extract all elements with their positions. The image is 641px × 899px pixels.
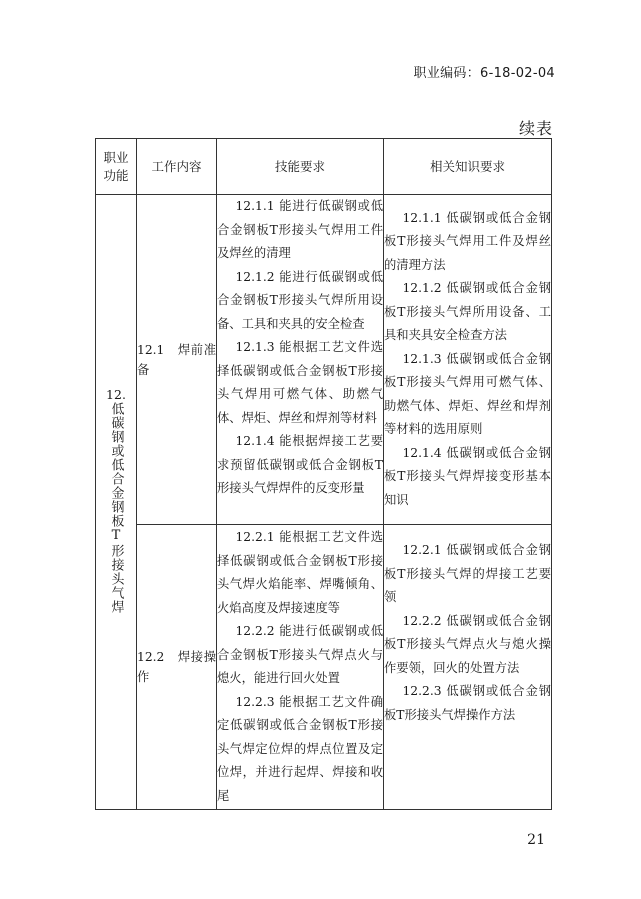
table-row xyxy=(96,195,552,525)
skill-requirements-cell xyxy=(217,525,384,810)
skill-standard-table xyxy=(95,138,552,810)
page-number: 21 xyxy=(527,832,545,848)
knowledge-item: 12.1.4 低碳钢或低合金钢板T形接头气焊焊接变形基本知识 xyxy=(384,445,551,507)
skill-item: 12.2.2 能进行低碳钢或低合金钢板T形接头气焊点火与熄火，能进行回火处置 xyxy=(217,624,383,685)
knowledge-item: 12.1.1 低碳钢或低合金钢板T形接头气焊用工件及焊丝的清理方法 xyxy=(384,210,551,272)
table-row xyxy=(96,525,552,810)
work-content-cell xyxy=(137,195,217,525)
skill-item: 12.1.1 能进行低碳钢或低合金钢板T形接头气焊用工件及焊丝的清理 xyxy=(217,199,383,260)
skill-item: 12.2.1 能根据工艺文件选择低碳钢或低合金钢板T形接头气焊火焰能率、焊嘴倾角、火焰高度及焊接速度等 xyxy=(217,530,383,615)
skill-item: 12.1.2 能进行低碳钢或低合金钢板T形接头气焊所用设备、工具和夹具的安全检查 xyxy=(217,269,383,331)
col-header-knowledge: 相关知识要求 xyxy=(384,139,552,195)
col-header-content: 工作内容 xyxy=(137,139,217,195)
occupation-function-cell xyxy=(96,195,137,810)
header-row xyxy=(96,139,552,195)
knowledge-item: 12.1.2 低碳钢或低合金钢板T形接头气焊所用设备、工具和夹具安全检查方法 xyxy=(384,281,551,343)
continued-label: 续表 xyxy=(518,119,553,138)
skill-item: 12.2.3 能根据工艺文件确定低碳钢或低合金钢板T形接头气焊定位焊的焊点位置及定位焊，并进行起焊、焊接和收尾 xyxy=(217,694,383,803)
knowledge-item: 12.2.1 低碳钢或低合金钢板T形接头气焊的焊接工艺要领 xyxy=(384,543,551,604)
knowledge-item: 12.2.3 低碳钢或低合金钢板T形接头气焊操作方法 xyxy=(384,684,551,722)
knowledge-item: 12.2.2 低碳钢或低合金钢板T形接头气焊点火与熄火操作要领，回火的处置方法 xyxy=(384,613,551,675)
col-header-skills: 技能要求 xyxy=(217,139,384,195)
occupation-name: 低碳钢或低合金钢板T形接头气焊 xyxy=(108,402,124,614)
knowledge-item: 12.1.3 低碳钢或低合金钢板T形接头气焊用可燃气体、助燃气体、焊炬、焊丝和焊剂等材料的选用原则 xyxy=(384,351,551,437)
knowledge-requirements-cell xyxy=(384,525,552,810)
skill-item: 12.1.3 能根据工艺文件选择低碳钢或低合金钢板T形接头气焊用可燃气体、助燃气体、焊炬、焊丝和焊剂等材料 xyxy=(217,340,383,425)
occupation-code: 职业编码：6-18-02-04 xyxy=(413,66,555,81)
work-content-cell xyxy=(137,525,217,810)
skill-item: 12.1.4 能根据焊接工艺要求预留低碳钢或低合金钢板T形接头气焊焊件的反变形量 xyxy=(217,434,383,495)
occupation-number: 12. xyxy=(106,387,126,402)
work-content-label: 12.1 焊前准备 xyxy=(137,342,216,377)
knowledge-requirements-cell xyxy=(384,195,552,525)
skill-requirements-cell xyxy=(217,195,384,525)
col-header-function: 职业 功能 xyxy=(96,139,137,195)
work-content-label: 12.2 焊接操作 xyxy=(137,650,216,684)
